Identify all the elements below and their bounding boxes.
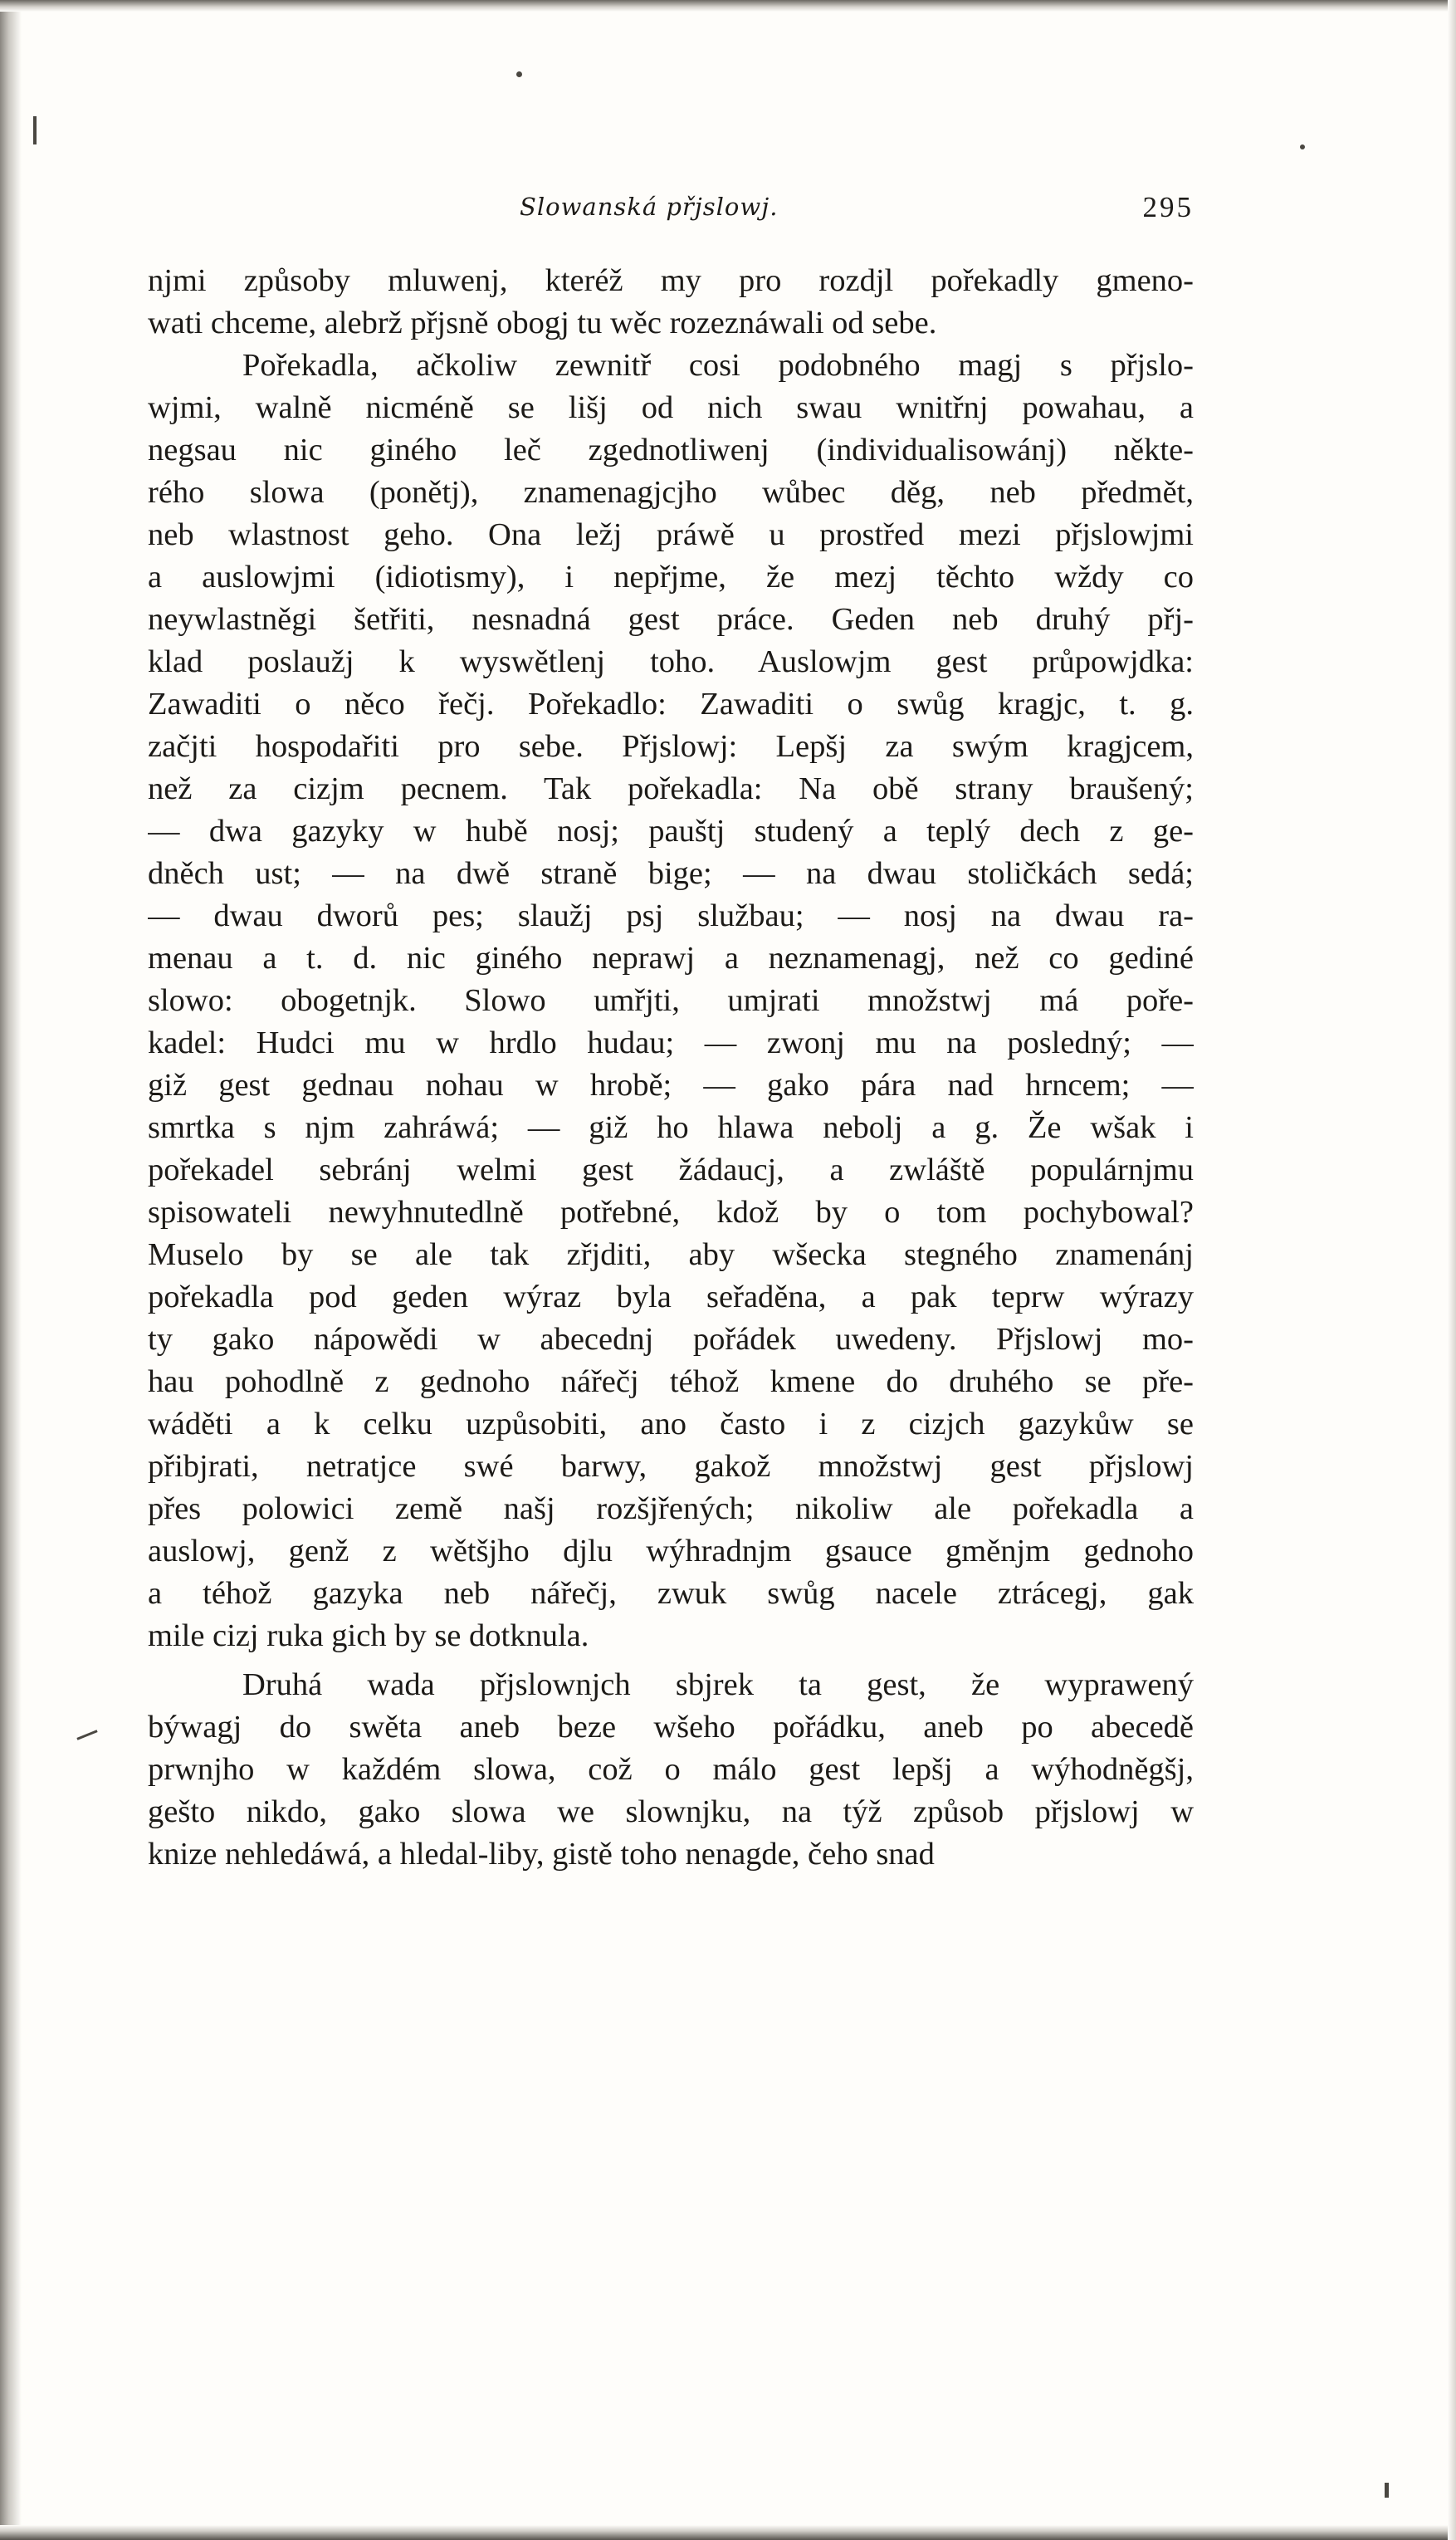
text-line: auslowj, genž z wětšjho djlu wýhradnjm gsauce gměnjm gednoho	[148, 1534, 1194, 1569]
text-line: Druhá wada přjslownjch sbjrek ta gest, že wyprawený	[242, 1667, 1194, 1702]
text-line: knize nehledáwá, a hledal-liby, gistě toho nenagde, čeho snad	[148, 1837, 935, 1872]
text-line: hau pohodlně z gednoho nářečj téhož kmene do druhého se pře-	[148, 1364, 1194, 1399]
text-line: neb wlastnost geho. Ona ležj práwě u prostřed mezi přjslowjmi	[148, 517, 1194, 552]
paragraph	[148, 1664, 1194, 1876]
text-line: a téhož gazyka neb nářečj, zwuk swůg nacele ztrácegj, gak	[148, 1576, 1194, 1611]
text-line: prwnjho w každém slowa, což o málo gest lepšj a wýhodněgšj,	[148, 1752, 1194, 1787]
text-line: býwagj do swěta aneb beze wšeho pořádku, aneb po abecedě	[148, 1710, 1194, 1745]
text-line: Pořekadla, ačkoliw zewnitř cosi podobného magj s přjslo-	[242, 348, 1194, 383]
text-line: pořekadel sebránj welmi gest žádaucj, a zwláště populárnjmu	[148, 1153, 1194, 1187]
running-title: Slowanská přjslowj.	[520, 193, 779, 221]
paragraph	[148, 345, 1194, 1657]
text-line: wati chceme, alebrž přjsně obogj tu wěc rozeznáwali od sebe.	[148, 306, 937, 340]
text-line: giž gest gednau nohau w hrobě; — gako pára nad hrncem; —	[148, 1068, 1194, 1103]
text-line: dněch ust; — na dwě straně bige; — na dwau stoličkách sedá;	[148, 856, 1194, 891]
text-line: Muselo by se ale tak zřjditi, aby wšecka stegného znamenánj	[148, 1237, 1194, 1272]
text-line: mile cizj ruka gich by se dotknula.	[148, 1618, 589, 1653]
text-line: negsau nic giného leč zgednotliwenj (individualisowánj) někte-	[148, 433, 1194, 467]
text-line: než za cizjm pecnem. Tak pořekadla: Na obě strany braušený;	[148, 771, 1194, 806]
text-line: wjmi, walně nicméně se lišj od nich swau wnitřnj powahau, a	[148, 390, 1194, 425]
page-edge-shadow-right	[1448, 0, 1456, 2540]
paragraph	[148, 260, 1194, 345]
ink-speck	[516, 71, 522, 77]
text-line: gešto nikdo, gako slowa we slownjku, na týž způsob přjslowj w	[148, 1794, 1194, 1829]
text-line: smrtka s njm zahráwá; — giž ho hlawa nebolj a g. Že wšak i	[148, 1110, 1194, 1145]
text-line: klad poslaužj k wyswětlenj toho. Auslowjm gest průpowjdka:	[148, 644, 1194, 679]
text-line: Zawaditi o něco řečj. Pořekadlo: Zawaditi o swůg kragjc, t. g.	[148, 687, 1194, 722]
ink-speck	[76, 1730, 97, 1740]
text-line: kadel: Hudci mu w hrdlo hudau; — zwonj mu na posledný; —	[148, 1025, 1194, 1060]
text-line: a auslowjmi (idiotismy), i nepřjme, že mezj těchto wždy co	[148, 560, 1194, 595]
text-line: njmi způsoby mluwenj, kteréž my pro rozdjl pořekadly gmeno-	[148, 263, 1194, 298]
page-edge-shadow-left	[0, 0, 22, 2540]
page-number: 295	[1142, 191, 1194, 223]
paragraph-gap	[148, 1657, 1194, 1664]
ink-speck	[1385, 2483, 1389, 2498]
text-line: přibjrati, netratjce swé barwy, gakož množstwj gest přjslowj	[148, 1449, 1194, 1484]
text-line: wáděti a k celku uzpůsobiti, ano často i z cizjch gazykůw se	[148, 1407, 1194, 1441]
text-line: ty gako nápowědi w abecednj pořádek uwedeny. Přjslowj mo-	[148, 1322, 1194, 1357]
ink-speck	[33, 116, 37, 144]
body-text	[148, 260, 1194, 1876]
ink-speck	[1300, 144, 1305, 149]
text-line: přes polowici země našj rozšjřených; nikoliw ale pořekadla a	[148, 1491, 1194, 1526]
page-header	[148, 193, 1194, 242]
text-line: pořekadla pod geden wýraz byla seřaděna, a pak teprw wýrazy	[148, 1280, 1194, 1314]
text-line: začjti hospodařiti pro sebe. Přjslowj: Lepšj za swým kragjcem,	[148, 729, 1194, 764]
text-line: neywlastněgi šetřiti, nesnadná gest práce. Geden neb druhý přj-	[148, 602, 1194, 637]
page-edge-shadow-bottom	[0, 2525, 1456, 2540]
page-edge-shadow-top	[0, 0, 1456, 12]
text-line: menau a t. d. nic giného neprawj a neznamenagj, než co gediné	[148, 941, 1194, 976]
text-line: rého slowa (ponětj), znamenagjcjho wůbec děg, neb předmět,	[148, 475, 1194, 510]
text-line: — dwa gazyky w hubě nosj; pauštj studený a teplý dech z ge-	[148, 814, 1194, 849]
text-line: spisowateli newyhnutedlně potřebné, kdož by o tom pochybowal?	[148, 1195, 1194, 1230]
text-line: slowo: obogetnjk. Slowo umřjti, umjrati množstwj má poře-	[148, 983, 1194, 1018]
text-line: — dwau dworů pes; slaužj psj službau; — nosj na dwau ra-	[148, 898, 1194, 933]
